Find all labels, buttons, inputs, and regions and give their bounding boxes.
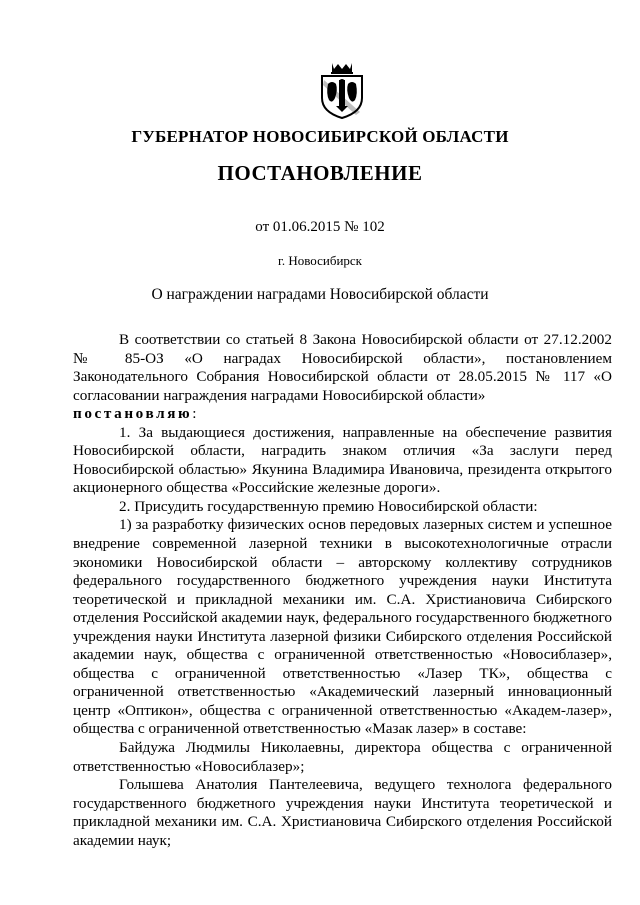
novosibirsk-coat-of-arms-icon [318,60,366,120]
item-2-paragraph: 2. Присудить государственную премию Новосибирской области: [119,497,538,515]
authority-title: ГУБЕРНАТОР НОВОСИБИРСКОЙ ОБЛАСТИ [131,127,509,146]
member-2-paragraph: Голышева Анатолия Пантелеевича, ведущего технолога федерального государственного бюджетного учреждения науки Института теоретической и прикладной механики им. С.А. Христиановича Сибирского отделения Российской академии наук; [73,776,612,849]
member-1-paragraph: Байдужа Людмилы Николаевны, директора общества с ограниченной ответственностью «Новосиблазер»; [73,739,612,775]
item-1-paragraph: 1. За выдающиеся достижения, направленные на обеспечение развития Новосибирской области, наградить знаком отличия «За заслуги перед Новосибирской областью» Якунина Владимира Ивановича, президента открытого акционерного общества «Российские железные дороги». [73,423,612,497]
document-subject: О награждении наградами Новосибирской области [151,286,489,303]
document-place: г. Новосибирск [277,253,362,268]
document-type: ПОСТАНОВЛЕНИЕ [217,161,423,185]
document-date-number: от 01.06.2015 № 102 [255,219,385,235]
item-2-1-paragraph: 1) за разработку физических основ передовых лазерных систем и успешное внедрение современной лазерной техники в высокотехнологичные отрасли экономики Новосибирской области – авторскому коллективу сотрудников федерального государственного бюджетного учреждения науки Института теоретической и прикладной механики им. С.А. Христиановича Сибирского отделения Российской академии наук, федерального государственного бюджетного учреждения науки Института лазерной физики Сибирского отделения Российской академии наук, общества с ограниченной ответственностью «Новосиблазер», общества с ограниченной ответственностью «Лазер ТК», общества с ограниченной ответственностью «Академический лазерный инновационный центр «Оптикон», общества с ограниченной ответственностью «Академ-лазер», общества с ограниченной ответственностью «Мазак лазер» в составе: [73,516,612,738]
preamble-paragraph [73,331,612,424]
decree-word: постановляю [73,405,193,423]
document-body [73,331,612,850]
decree-colon: : [192,405,197,423]
preamble-text: В соответствии со статьей 8 Закона Новосибирской области от 27.12.2002 № 85-ОЗ «О наградах Новосибирской области», постановлением Законодательного Собрания Новосибирской области от 28.05.2015 № 117 «О согласовании награждения наградами Новосибирской области» [73,331,612,404]
